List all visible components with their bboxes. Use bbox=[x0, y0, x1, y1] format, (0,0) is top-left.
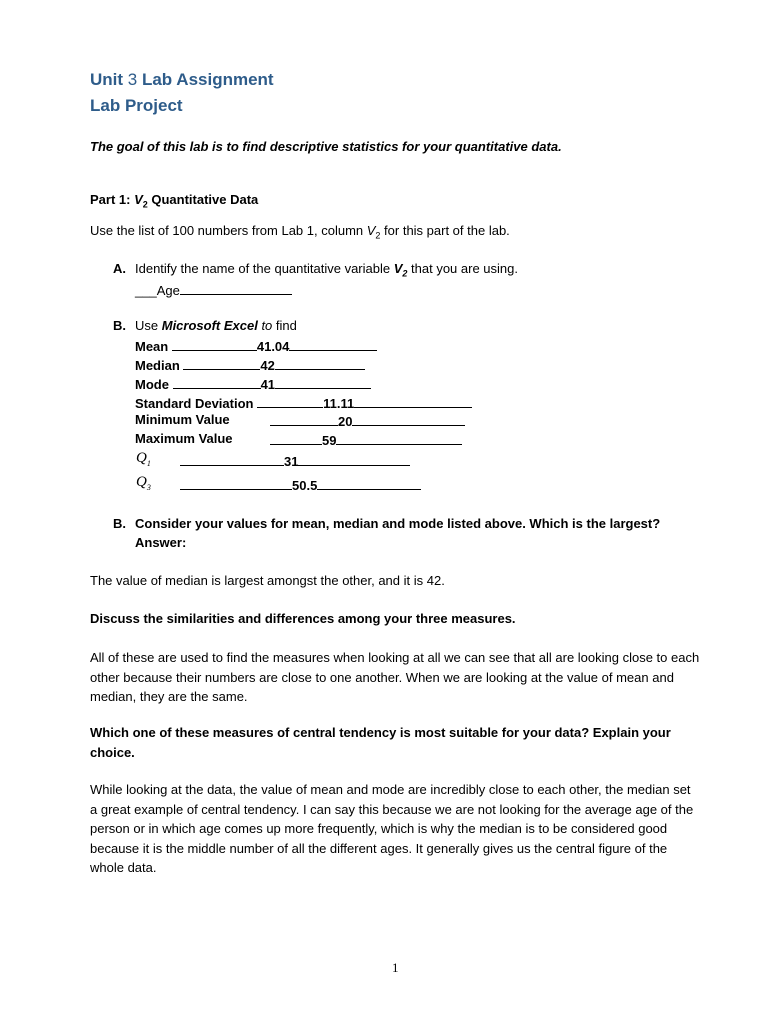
unit-number: 3 bbox=[127, 70, 138, 89]
q1-value-line bbox=[180, 452, 410, 469]
stat-value: 41.04 bbox=[256, 339, 290, 354]
stat-value: 59 bbox=[322, 433, 337, 448]
stat-underline bbox=[352, 412, 465, 426]
stat-underline bbox=[289, 337, 377, 351]
stat-underline bbox=[270, 431, 322, 445]
q3-letter: Q bbox=[136, 474, 147, 490]
item-a-sub: 2 bbox=[402, 268, 408, 279]
q1-value: 31 bbox=[284, 454, 299, 469]
page-number: 1 bbox=[392, 960, 399, 975]
item-a-suffix: that you are using. bbox=[407, 261, 518, 276]
part1-heading-var: V bbox=[134, 192, 143, 207]
stat-underline bbox=[183, 356, 260, 370]
stat-underline bbox=[180, 476, 292, 490]
stat-underline bbox=[257, 394, 323, 408]
question-most-suitable: Which one of these measures of central tendency is most suitable for your data? Explain your choice. bbox=[90, 725, 671, 760]
title-suffix: Lab Assignment bbox=[137, 70, 274, 89]
item-a-var: V bbox=[393, 261, 403, 276]
stat-underline bbox=[173, 375, 261, 389]
item-a-answer: Age bbox=[156, 283, 180, 298]
part1-heading-sub: 2 bbox=[142, 199, 148, 210]
item-b-intro-to: to bbox=[257, 318, 273, 333]
stat-row-max-value bbox=[270, 431, 462, 448]
answer-most-suitable: While looking at the data, the value of mean and mode are incredibly close to each other, the median set a great example of central tendency. I can say this because we are not looking for the average age of the person or in which age comes up more frequently, which is why the median is to be considered good because it is the middle number of all the different ages. It generally gives us the central figure of the whole data. bbox=[90, 782, 694, 875]
part1-heading-prefix: Part 1: bbox=[90, 192, 135, 207]
stat-label: Maximum Value bbox=[135, 431, 233, 446]
stat-underline bbox=[354, 394, 472, 408]
instruction-var: V bbox=[366, 223, 376, 238]
item-b-marker: B. bbox=[113, 318, 126, 333]
stat-label: Minimum Value bbox=[135, 412, 230, 427]
q1-sub: 1 bbox=[146, 459, 151, 468]
stat-value: 11.11 bbox=[323, 396, 355, 411]
part1-instruction bbox=[90, 223, 510, 241]
question-similarities: Discuss the similarities and differences among your three measures. bbox=[90, 611, 516, 626]
document-title bbox=[90, 70, 274, 90]
part1-heading bbox=[90, 192, 258, 210]
title-prefix: Unit bbox=[90, 70, 128, 89]
answer-largest: The value of median is largest amongst the other, and it is 42. bbox=[90, 573, 445, 588]
item-b-intro-prefix: Use bbox=[135, 318, 162, 333]
stat-label: Mean bbox=[135, 339, 169, 354]
item-a-answer-line bbox=[135, 281, 292, 298]
stat-row-min-value bbox=[270, 412, 465, 429]
stat-label: Standard Deviation bbox=[135, 396, 254, 411]
stat-label: Mode bbox=[135, 377, 169, 392]
stat-label: Median bbox=[135, 358, 180, 373]
answer-underline bbox=[180, 281, 292, 295]
goal-statement: The goal of this lab is to find descriptive statistics for your quantitative data. bbox=[90, 139, 562, 154]
stat-value: 20 bbox=[338, 414, 353, 429]
stat-underline bbox=[317, 476, 421, 490]
stat-row-mode bbox=[135, 375, 371, 392]
item-b2-question: Consider your values for mean, median and mode listed above. Which is the largest? bbox=[135, 516, 661, 531]
q3-value: 50.5 bbox=[292, 478, 318, 493]
instruction-suffix: for this part of the lab. bbox=[380, 223, 510, 238]
item-b2-marker: B. bbox=[113, 516, 126, 531]
item-b-app-name: Microsoft Excel bbox=[161, 318, 258, 333]
item-a-marker: A. bbox=[113, 261, 126, 276]
stat-row-max bbox=[135, 431, 233, 446]
stat-underline bbox=[172, 337, 257, 351]
stat-underline bbox=[270, 412, 338, 426]
q3-symbol bbox=[136, 474, 151, 492]
q1-symbol bbox=[136, 450, 151, 468]
stat-row-std-dev bbox=[135, 394, 472, 411]
item-b-intro bbox=[135, 318, 297, 333]
stat-underline bbox=[180, 452, 284, 466]
item-b2-answer-label: Answer: bbox=[135, 535, 187, 550]
item-b-intro-suffix: find bbox=[272, 318, 297, 333]
stat-row-median bbox=[135, 356, 365, 373]
stat-row-mean bbox=[135, 337, 377, 354]
q3-sub: 3 bbox=[146, 483, 151, 492]
stat-underline bbox=[275, 375, 371, 389]
item-a-answer-lead: ___ bbox=[135, 283, 157, 298]
instruction-sub: 2 bbox=[375, 230, 381, 241]
q1-letter: Q bbox=[136, 450, 147, 466]
stat-value: 42 bbox=[260, 358, 275, 373]
q3-value-line bbox=[180, 476, 421, 493]
stat-underline bbox=[336, 431, 462, 445]
instruction-prefix: Use the list of 100 numbers from Lab 1, column bbox=[90, 223, 367, 238]
answer-similarities: All of these are used to find the measures when looking at all we can see that all are looking close to each other because their numbers are close to one another. When we are looking at the value of mean and median, they are the same. bbox=[90, 650, 700, 704]
item-a-question bbox=[135, 261, 518, 279]
stat-row-min bbox=[135, 412, 230, 427]
item-a-prefix: Identify the name of the quantitative variable bbox=[135, 261, 394, 276]
stat-underline bbox=[275, 356, 365, 370]
part1-heading-suffix: Quantitative Data bbox=[147, 192, 259, 207]
stat-value: 41 bbox=[260, 377, 276, 392]
document-subtitle: Lab Project bbox=[90, 96, 183, 115]
stat-underline bbox=[298, 452, 410, 466]
